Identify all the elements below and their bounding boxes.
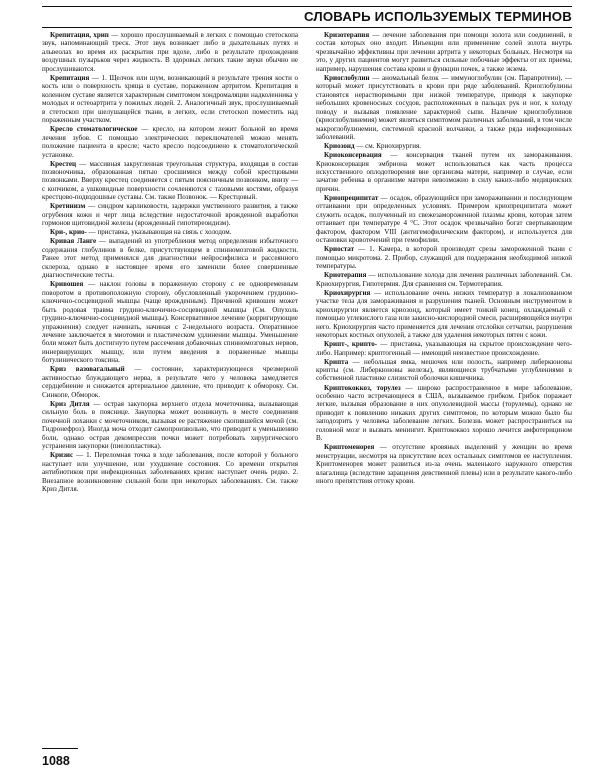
entry-definition: — широко распространенное в мире заболевание, особенно часто встречающееся в США, вызываемое грибком. Грибок поражает легкие, вызывая образование в них опухолевидной массы (торулемы), однако не приводит к появлению никаких других симптомов, по которым можно было бы заподозрить у человека заболевание легких. Болезнь может распространиться на головной мозг и вызвать менингит. Криптококкоз хорошо лечится амфотерицином В. — [316, 383, 572, 443]
dictionary-entry — [42, 160, 298, 202]
entry-term: Крепитация, хрип — [50, 31, 109, 39]
dictionary-entry — [42, 237, 298, 279]
dictionary-entry — [316, 340, 572, 357]
entry-definition: — массивная закругленная треугольная структура, входящая в состав позвоночника, образованная пятью сросшимися между собой крестцовыми позвонками. Вверху крестец соединяется с пятым поясничным позвонком, внизу — с копчиком, а ушковидные поверхности сочленяются с тазовыми костями, образуя крестцово-подвздошные суставы. См. также Позвонок. — Крестцовый. — [42, 159, 298, 202]
dictionary-entry — [42, 400, 298, 451]
dictionary-entry — [316, 289, 572, 340]
dictionary-entry — [316, 74, 572, 142]
entry-definition: — приставка, указывающая на связь с холодом. — [88, 228, 232, 237]
entry-term: Криз Дитля — [50, 399, 90, 408]
dictionary-entry — [42, 280, 298, 365]
entry-definition: — 1. Камера, в которой производят срезы замороженной ткани с помощью микротома. 2. Прибор, служащий для поддержания необходимой низкой температуры. — [316, 245, 572, 271]
dictionary-entry — [316, 271, 572, 288]
entry-definition: — синдром карликовости, задержки умственного развития, а также огрубения кожи и черт лица вследствие недостаточной врожденной выработки гормонов щитовидной железы (врожденный гипотиреоидизм). — [42, 202, 298, 228]
dictionary-entry — [316, 443, 572, 485]
entry-definition: — отсутствие кровяных выделений у женщин во время менструации, несмотря на присутствие всех остальных симптомов ее наступления. Криптоменорея может развиться из-за очень маленького наружного отверстия влагалища (вследствие заращения девственной плевы) или в результате какого-либо иного препятствия оттоку крови. — [316, 443, 572, 486]
entry-definition: — наклон головы в пораженную сторону с ее одновременным поворотом в противоположную сторону, обусловленный укорочением грудинно-ключично-сосцевидной мышцы (чаще врожденным). Причиной кривошеи может быть родовая травма грудино-ключично-сосцевидной мышцы (См. Опухоль грудино-ключично-сосцевидной мышцы). Консервативное лечение (корригирующие упражнения) следует начинать, начиная с 2-недельного возраста. Оперативное лечение заключается в миотомии и пластическом удлинении мышцы. Уменьшение боли может быть достигнуто путем рассечения добавочных спинномозговых нервов, иннервирующих мышцу, или путем введения в пораженные мышцы ботулинического токсина. — [42, 280, 298, 365]
dictionary-entry — [316, 151, 572, 193]
page-title: СЛОВАРЬ ИСПОЛЬЗУЕМЫХ ТЕРМИНОВ — [303, 9, 572, 24]
entry-term: Криохирургия — [324, 288, 371, 297]
entry-definition: — осадок, образующийся при замораживании и последующем оттаивании при определенных условиях. Примером криопреципитата может служить осадок, полученный из свежезамороженной плазмы крови, которая затем оттаивает при температуре 4 °С. Этот осадок чрезвычайно богат свертывающим фактором, фактором VIII (антигемофилическим фактором), и используется для остановки кровотечений при гемофилии. — [316, 193, 572, 245]
dictionary-entry — [42, 74, 298, 125]
entry-term: Кресло стоматологическое — [50, 125, 138, 134]
entry-definition: — использование очень низких температур в локализованном участке тела для замораживания и разрушения тканей. Основным инструментом в криохирургии является криозонд, который имеет тонкий конец, охлаждаемый с помощью углекислого газа или закисно-кислородной смеси, расширяющейся внутри него. Криохирургия часто применяется для лечения отслойки сетчатки, разрушения некоторых костных опухолей, а также для удаления некоторых пятен с кожи. — [316, 288, 572, 340]
dictionary-entry — [316, 384, 572, 443]
entry-definition: — консервация тканей путем их замораживания. Криоконсервация эмбриона может использоваться как часть процесса искусственного оплодотворения вне организма матери, например в случае, если зачатие ребенка в организме матери невозможно в силу каких-либо медицинских причин. — [316, 151, 572, 193]
entry-term: Криоконсервация — [324, 151, 382, 160]
entry-definition: — лечение заболевания при помощи золота или соединений, в состав которых оно входит. Инъекции или применение солей золота внутрь чрезвычайно эффективны при лечении артрита у некоторых больных. Несмотря на это, у других пациентов могут развиться сильные побочные эффекты от их приема, например, нарушения состава крови и функции почек, а также экзема. — [316, 31, 572, 73]
entry-term: Криотерапия — [324, 271, 367, 280]
entry-term: Кривая Ланге — [50, 237, 97, 246]
entry-term: Крестец — [50, 159, 77, 168]
page-number: 1088 — [42, 754, 70, 768]
dictionary-entry — [316, 194, 572, 245]
page-footer — [42, 748, 78, 770]
entry-term: Криостат — [324, 245, 355, 254]
entry-term: Крипта — [324, 357, 349, 366]
entry-definition: — острая закупорка верхнего отдела мочеточника, вызывающая сильную боль в пояснице. Закупорка может возникнуть в месте соединения почечной лоханки с мочеточником, вызывая ее растяжение скопившейся мочой (см. Гидронефроз). Иногда моча отходит самопроизвольно, что приводит к уменьшению боли, однако острая декомпрессия почки может потребовать хирургического устранения закупорки (пиелопластика). — [42, 399, 298, 451]
entry-definition: — аномальный белок — иммуноглобулин (см. Парапротеин), — который может присутствовать в крови при ряде заболеваний. Криоглобулины становятся нерастворимыми при низкой температуре, приводя к закупорке небольших кровеносных сосудов, расположенных в пальцах рук и ног, к холоду поводу и вызывая появление характерной сыпи. Наличие криоглобулинов (криоглобулинемия) может являться симптомом различных заболеваний, в том числе макроглобулинемии, системной красной волчанки, а также ряда инфекционных заболеваний. — [316, 73, 572, 142]
dictionary-entry — [316, 142, 572, 150]
entry-term: Криз вазовагальный — [50, 365, 125, 374]
entry-definition: — хорошо прослушиваемый в легких с помощью стетоскопа звук, напоминающий треск. Этот звук возникает либо в дыхательных путях и альвеолах во время их раскрытия при вдохе, либо в результате прохождения воздушных пузырьков через жидкость. В здоровых легких такие звуки обычно не прослушиваются. — [42, 31, 298, 73]
entry-definition: — 1. Переломная точка в ходе заболевания, после которой у больного наступает или улучшение, или ухудшение состояния. Со времени открытия антибиотиков при инфекционных заболеваниях кризис наступает очень редко. 2. Внезапное возникновение сильной боли при некоторых заболеваниях. См. также Криз Дитля. — [42, 451, 298, 493]
dictionary-entry — [316, 31, 572, 73]
entry-term: Криоглобулин — [324, 73, 370, 82]
dictionary-entry — [42, 228, 298, 236]
dictionary-entry — [42, 451, 298, 493]
entry-definition: — выпадений из употребления метод определения избыточного содержания глобулинов в белке, присутствующем в спинномозговой жидкости. Ранее этот метод применялся для диагностики нейросифилиса и рассеянного склероза, однако в настоящее время его заменили более совершенные диагностические тесты. — [42, 237, 298, 280]
entry-term: Криптоменорея — [324, 443, 375, 452]
dictionary-entry — [42, 365, 298, 399]
entry-term: Кризотерапия — [324, 31, 370, 39]
entry-term: Крепитация — [50, 73, 90, 82]
entry-term: Кри-, крио- — [50, 228, 87, 237]
entry-term: Криозонд — [324, 142, 355, 151]
dictionary-entry — [42, 125, 298, 159]
entry-term: Кризис — [50, 451, 74, 460]
entry-term: Криптококкоз, торулез — [324, 383, 401, 392]
left-column — [42, 31, 298, 741]
header-bottom-rule — [42, 27, 572, 28]
entry-definition: — см. Криохирургия. — [356, 142, 422, 151]
dictionary-columns — [42, 31, 572, 741]
entry-definition: — небольшая ямка, мешочек или полость, например либеркюновы крипты (см. Либеркюновы железы), являющиеся трубчатыми углублениями в собственной пластинке слизистой оболочки кишечника. — [316, 357, 572, 383]
entry-definition: — состояние, характеризующееся чрезмерной активностью блуждающего нерва, в результате чего у человека замедляется сердцебиение и снижается артериальное давление, что приводит к обмороку. См. Синкопе, Обморок. — [42, 365, 298, 399]
entry-definition: — 1. Щелчок или шум, возникающий в результате трения кости о кость или о поверхность хряща в суставе, пораженном артритом. Крепитация в коленном суставе является характерным симптомом хондромаляции надколенника у молодых и остеоартрита у пожилых людей. 2. Аналогичный звук, прослушиваемый в стетоскоп при шелушащейся ткани, в легких, если стетоскоп поместить над пораженным участком. — [42, 73, 298, 125]
dictionary-entry — [316, 245, 572, 270]
dictionary-entry — [42, 31, 298, 73]
entry-term: Крипт-, крипто- — [324, 340, 378, 349]
dictionary-entry — [42, 202, 298, 227]
entry-term: Криопреципитат — [324, 193, 379, 202]
entry-term: Кретинизм — [50, 202, 86, 211]
entry-definition: — использование холода для лечения различных заболеваний. См. Криохирургия, Гипотермия. Для сравнения см. Термотерапия. — [316, 271, 572, 288]
entry-definition: — приставка, указывающая на скрытое происхождение чего-либо. Например: криптогенный — имеющий неизвестное происхождение. — [316, 340, 572, 357]
entry-term: Кривошея — [50, 280, 84, 289]
header-top-rule — [42, 6, 572, 7]
right-column — [316, 31, 572, 741]
entry-definition: — кресло, на котором лежит больной во время лечения зубов. С помощью электрических переключателей можно менять положение пациента в кресле; часто кресло подсоединено к стоматологической установке. — [42, 125, 298, 159]
dictionary-entry — [316, 358, 572, 383]
